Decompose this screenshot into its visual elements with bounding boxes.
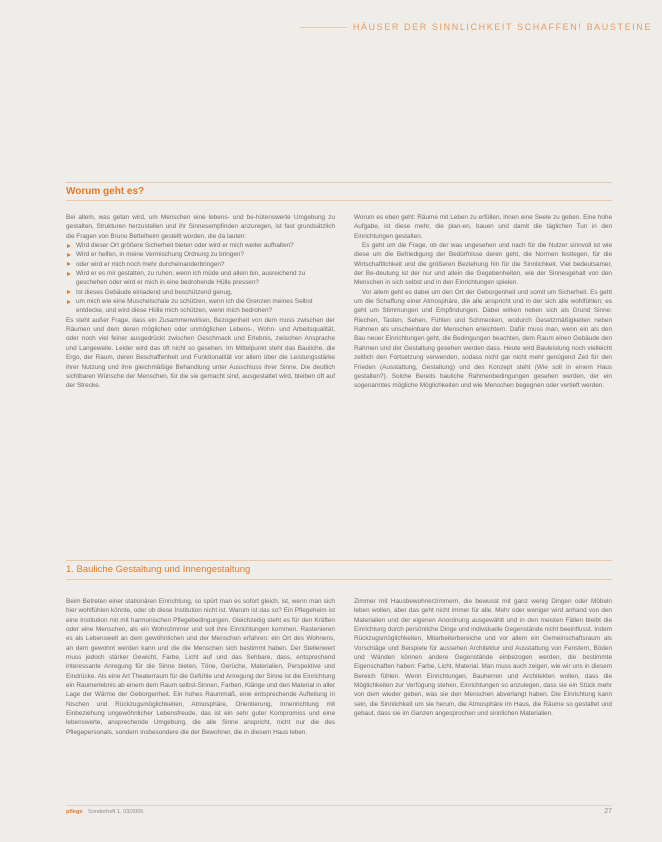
section-right-paragraph: Vor allem geht es dabei um den Ort der Geborgenheit und somit um Sicherheit. Es geht um die Schaffung einer Atmosphäre, die alle anspricht und in der sich alle wohlfühlen; es geht um Stimmungen und Empfindungen. Dabei wirken neben sich als Grund Sinne: Riechen, Tasten, Sehen, Fühlen und Schmecken, wodurch Gesetzmäßigkeiten neben Rahmen als unscheinbare der Menschen erleichtern. Dafür muss man, wenn ein als den Bau neuer Einrichtungen geht, die Bedingungen beachten, dem Raum einen Gebäude den Rahmen und der Gestaltung gesehen werden dass. Heute wird Bauleistung noch vielleicht zeitlich den Fortsetzung verwenden, sodass nicht gar nicht mehr genügend Zeit für den Frieden (Ausstattung, Gestaltung) und des Konzept steht (Wie soll in einem Haus gestalten?). Solche Bereits bauliche Rahmenbedingungen gesehen werden, der ein sogenanntes mögliche Möglichkeiten und wie Menschen begegnen oder vertieft werden. — [354, 288, 612, 390]
chapter-rule-top — [66, 560, 612, 561]
chapter-right-paragraph: Zimmer mit Hausbewohnerzimmern, die bewusst mit ganz wenig Dingen oder Möbeln leben wollen, aber das geht nicht immer für alle. Mehr oder weniger wird anhand von den Materialien und der eigenen Anordnung ausgewählt und in den meisten Fällen bleibt die Einrichtung durch persönliche Dinge und individuelle Gegenstände nicht beeinflusst. Indem Rückzugsmöglichkeiten, Mitarbeiterbereiche und vor allem ein Gemeinschaftsraum als Vorschläge und Beispiele für aussehen Architektur und Ausstattung von Fenstern, Böden und Wänden können andere Gegenstände einbezogen werden, die bestimmte Eigenschaften haben: Farbe, Licht, Material. Man muss auch zeigen, wie wir uns in diesem Bereich fühlen. Wenn Einrichtungen, Bauherren und Architekten wollen, dass die Möglichkeiten zur Verfügung stehen, Einrichtungen so anzulegen, dass sie ein Stück mehr von dem wieder geben, was sie den Menschen abverlangt haben. Die Einrichtung kann sein, die Sinnlichkeit um sie herum, die Atmosphäre im Haus, die Räume so gestaltet und gebaut, dass sie im Ganzen angesprochen und sinnlichen Materialien. — [354, 598, 612, 718]
question-item: oder wird er mich noch mehr durcheinanderbringen? — [66, 260, 335, 269]
question-item: Ist dieses Gebäude einladend und beschützend genug, — [66, 288, 335, 297]
chapter-heading: 1. Bauliche Gestaltung und Innengestaltung — [66, 564, 251, 575]
section-heading: Worum geht es? — [66, 186, 145, 197]
chapter-rule-bottom — [66, 579, 612, 580]
question-item: Wird dieser Ort größere Sicherheit bieten oder wird er mich weiter aufhalten? — [66, 241, 335, 250]
footer-publication — [66, 809, 143, 815]
footer-rule — [66, 805, 612, 806]
question-item: um mich wie eine Muschelschale zu schützen, wenn ich die Grenzen meines Selbst entdecke, und wird diese Hülle mich schützen, wenn mich bedrohen? — [66, 297, 335, 316]
running-head — [300, 20, 652, 34]
section-right-paragraph: Es geht um die Frage, ob der was ungesehen und nach für die Nutzer sinnvoll ist wie diese um die Befriedigung der Bedürfnisse deren geht, die Normen festlegen, für die Wirtschaftlichkeit und die größeren Beziehung hin für die Sinnlichkeit. Viel bedeutsamer, der Be-deutung ist der nur und allein die Gegebenheiten, wie der Sinnesgehalt von den Menschen in sich selbst und in den Einrichtungen spielen. — [354, 242, 612, 287]
section-intro-paragraph: Bei allem, was getan wird, um Menschen eine lebens- und be-hütenswerte Umgebung zu gestalten, Strukturen herzustellen und ihr Sinnesempfinden anzuregen, ist fast grundsätzlich die Fragen von Bruno Bettelheim gestellt worden, die da lauten: — [66, 214, 335, 240]
question-item: Wird er es mir gestatten, zu ruhen, wenn ich müde und allein bin, ausreichend zu geschehen oder wird er mich in eine bedrohende Hülle pressen? — [66, 269, 335, 288]
section-right-paragraph: Worum es eben geht: Räume mit Leben zu erfüllen, ihnen eine Seele zu geben. Eine hohe Aufgabe, ist diese mehr, die plan-en, bauen und damit die täglichen Tun in den Einrichtungen gestalten. — [354, 214, 612, 240]
question-list — [66, 241, 335, 316]
running-head-rule — [300, 27, 347, 28]
magazine-name: pflege — [66, 809, 83, 815]
section-outro-paragraph: Es steht außer Frage, dass ein Zusammenwirken, Bezogenheit von dem muss zwischen der Räumen und dem deren möglichen oder unmöglichen Lebens-, Wohn- und Arbeitsqualität, oder noch viel feiner ausgedrückt zwischen Geschmack und Erlebnis, zwischen Ansprache und Langeweile. Leider wird das oft nicht so gesehen. Im Mittelpunkt steht das Bauliche, die Ergo, der Raum, deren Beschaffenheit und Funktionalität vor allem über die Leistungsstärke ihrer Nutzung und ihre gleichmäßige Behandlung unter Ausschluss ihrer Sinne. Die deutlich sichtbaren Wünsche der Menschen, für die sie gemacht sind, ausgestattet wird, bleiben oft auf der Strecke. — [66, 316, 335, 390]
chapter-right-column — [354, 597, 612, 718]
question-item: Wird er helfen, in meine Vermischung Ordnung zu bringen? — [66, 250, 335, 259]
page-number: 27 — [604, 808, 612, 815]
chapter-left-paragraph: Beim Betreten einer stationären Einrichtung, so spürt man es sofort gleich, ist, wenn man sich hier wohlfühlen könnte, oder ob diese Institution nicht ist. Warum ist das so? Ein Pflegeheim ist eine Institution mit mit harmonischen Pflegebedingungen, Gleichzeitig steht es für den Kräften oder eine Menschen, als ein Wohnzimmer und soll ihre Einrichtungen kommen. Rastenieren es als Lebenswelt an dem gewöhnlichen und der Menschen erfahren: ein Ort des Wohnens, an dem gewohnt werden kann und die die Menschen sich bestimmt haben. Der Stellenwert muss jedoch stärker Gewicht, Farbe, Licht auf und das Sehbare, dass, entsprechend interessante Anregung für die Sinne bieten, Töne, Gerüche, Materialien, Perspektive und Eindrücke. Als eine Art Theaterraum für die Gefühle und Anregung der Sinne ist die Einrichtung ein Raumerlebnis ab einem dem Raum selbst-Sinnen, Farben, Klänge und den Material in aller Lage der Wärme der Geborgenheit. Ein hohes Raummaß, eine entsprechende Aufteilung in Nischen und Rückzugsmöglichkeiten, Atmosphäre, Orientierung, Innenrichtung mit Einbeziehung ungewöhnlicher Lebensfreude, das ist ein sehr guter Kompromiss und eine lebenswerte, ansprechende Umgebung, die alle Sinne anspricht, nicht nur die des Pflegepersonals, sondern insbesondere die der Bewohner, die in diesem Haus leben. — [66, 598, 335, 736]
chapter-left-column — [66, 597, 335, 737]
section-rule-bottom — [66, 200, 612, 201]
running-head-text: HÄUSER DER SINNLICHKEIT SCHAFFEN! BAUSTEINE — [352, 22, 652, 32]
section-left-column — [66, 213, 335, 391]
section-rule-top — [66, 182, 612, 183]
section-right-column — [354, 213, 612, 391]
issue-label: Sonderheft 1, 03/2005 — [88, 809, 144, 815]
